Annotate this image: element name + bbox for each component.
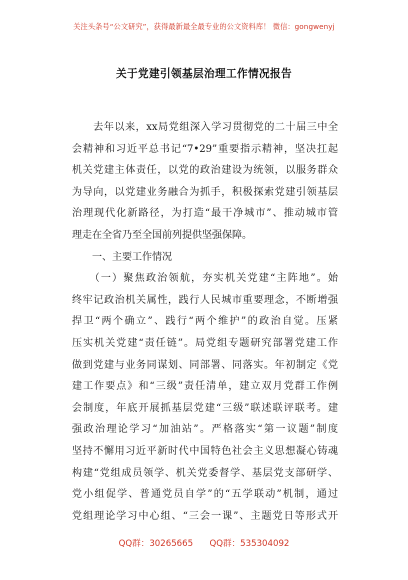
document-body	[72, 117, 338, 527]
text-line: 会精神和习近平总书记“7•29”重要指示精神，坚决扛起	[72, 143, 338, 155]
text-line: 去年以来，xx局党组深入学习贯彻党的二十届三中全	[72, 122, 338, 133]
text-line: 做到党建与业务同谋划、同部署、同落实。年初制定《党	[72, 359, 338, 371]
paragraph-intro	[72, 117, 338, 247]
paragraph-political	[72, 268, 338, 527]
top-banner: 关注头条号“公文研究”，获得最新最全最专业的公文资料库！ 微信：gongwenyj	[73, 22, 335, 31]
text-line: 党小组促学、普通党员自学”的“五学联动”机制，通过	[72, 489, 338, 501]
text-line: 为导向，以党建业务融合为抓手，积极探索党建引领基层	[72, 186, 338, 198]
text-line: 构建“党组成员领学、机关党委督学、基层党支部研学、	[72, 467, 338, 479]
text-line: 党组理论学习中心组、“三会一课”、主题党日等形式开	[72, 510, 338, 522]
text-line: 终牢记政治机关属性，践行人民城市重要理念，不断增强	[72, 294, 338, 306]
text-line: 压实机关党建“责任链”。局党组专题研究部署党建工作	[72, 337, 338, 349]
heading-line: 一、主要工作情况	[72, 251, 172, 263]
text-line: （一）聚焦政治领航，夯实机关党建“主阵地”。始	[72, 273, 338, 285]
document-title: 关于党建引领基层治理工作情况报告	[116, 68, 292, 80]
text-line: 建工作要点》和“三级”责任清单，建立双月党群工作例	[72, 381, 338, 393]
text-line: 机关党建主体责任，以党的政治建设为统领，以服务群众	[72, 165, 338, 177]
text-line: 坚持不懈用习近平新时代中国特色社会主义思想凝心铸魂	[72, 445, 338, 457]
text-line: 捍卫“两个确立”、践行“两个维护”的政治自觉。压紧	[72, 316, 338, 328]
text-line: 会制度，年底开展抓基层党建“三级”联述联评联考。建	[72, 402, 338, 414]
footer-qq-groups: QQ群：30265665 QQ群：535304092	[118, 539, 290, 549]
text-line: 强政治理论学习“加油站”。严格落实“第一议题”制度	[72, 424, 338, 436]
section-heading	[72, 247, 338, 269]
text-line: 理走在全省乃至全国前列提供坚强保障。	[72, 229, 252, 241]
text-line: 治理现代化新路径，为打造“最干净城市”、推动城市管	[72, 208, 338, 220]
